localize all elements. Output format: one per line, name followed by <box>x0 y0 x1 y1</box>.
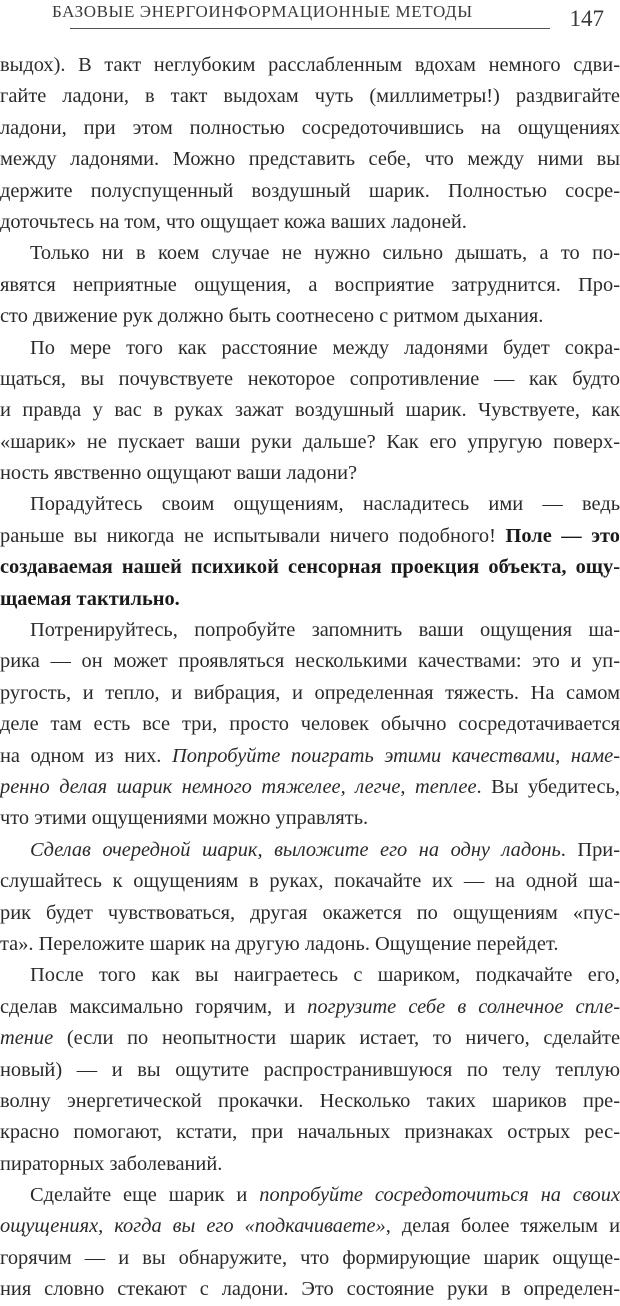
text-line <box>0 803 620 834</box>
text-line <box>0 1023 620 1054</box>
text-span: пираторных заболеваний. <box>0 1153 222 1175</box>
text-line <box>0 395 620 426</box>
text-span: рик будет чувствоваться, другая окажется по ощущениям «пус- <box>0 902 620 924</box>
text-line <box>0 427 620 458</box>
text-span: деле там есть все три, просто человек обычно сосредотачивается <box>0 713 620 735</box>
text-span: и правда у вас в руках зажат воздушный шарик. Чувствуете, как <box>0 399 620 421</box>
text-span: ность явственно ощущают ваши ладони? <box>0 462 357 484</box>
italic-text: Попробуйте поиграть этими качествами, наме- <box>172 745 620 767</box>
bold-text: щаемая тактильно. <box>0 588 180 610</box>
text-line <box>0 176 620 207</box>
text-line <box>0 678 620 709</box>
text-line <box>0 772 620 803</box>
text-line <box>0 1149 620 1180</box>
text-span: та». Переложите шарик на другую ладонь. Ощущение перейдет. <box>0 933 558 955</box>
italic-text: Сделав очередной шарик, выложите его на одну ладонь <box>30 839 561 861</box>
text-line <box>0 333 620 364</box>
text-line <box>0 458 620 489</box>
running-title: БАЗОВЫЕ ЭНЕРГОИНФОРМАЦИОННЫЕ МЕТОДЫ <box>52 2 473 22</box>
body-text <box>0 50 620 1306</box>
text-line <box>0 1117 620 1148</box>
text-span: , делая более тяжелым и <box>386 1215 620 1237</box>
italic-text: ощущениях, когда вы его «подкачиваете» <box>0 1215 386 1237</box>
italic-text: погрузите себе в солнечное спле- <box>307 996 620 1018</box>
text-line <box>0 646 620 677</box>
text-line <box>0 709 620 740</box>
text-line <box>0 898 620 929</box>
text-span: ладони, при этом полностью сосредоточившись на ощущениях <box>0 117 620 139</box>
text-line <box>0 1180 620 1211</box>
text-span: на одном из них. <box>0 745 172 767</box>
text-span: явятся неприятные ощущения, а восприятие затруднится. Про- <box>0 274 620 296</box>
text-line <box>0 81 620 112</box>
bold-text: Поле — это <box>505 525 620 547</box>
text-span: горячим — и вы обнаружите, что формирующие шарик ощуще- <box>0 1247 620 1269</box>
text-line <box>0 207 620 238</box>
text-span: . При- <box>561 839 620 861</box>
text-line <box>0 113 620 144</box>
text-line <box>0 270 620 301</box>
text-span: сделав максимально горячим, и <box>0 996 307 1018</box>
text-span: По мере того как расстояние между ладонями будет сокра- <box>30 337 620 359</box>
text-span: доточьтесь на том, что ощущает кожа ваших ладоней. <box>0 211 467 233</box>
text-line <box>0 489 620 520</box>
text-span: Потренируйтесь, попробуйте запомнить ваши ощущения ша- <box>30 619 620 641</box>
text-line <box>0 50 620 81</box>
text-span: ругость, и тепло, и вибрация, и определенная тяжесть. На самом <box>0 682 620 704</box>
text-span: ния словно стекают с ладони. Это состояние руки в определен- <box>0 1278 620 1300</box>
italic-text: попробуйте сосредоточиться на своих <box>259 1184 620 1206</box>
text-span: между ладонями. Можно представить себе, что между ними вы <box>0 148 620 170</box>
bold-text: создаваемая нашей психикой сенсорная проекция объекта, ощу- <box>0 556 620 578</box>
text-line <box>0 960 620 991</box>
text-line <box>0 1243 620 1274</box>
text-span: раньше вы никогда не испытывали ничего подобного! <box>0 525 505 547</box>
text-span: (если по неопытности шарик истает, то ничего, сделайте <box>53 1027 620 1049</box>
text-span: новый) — и вы ощутите распространившуюся по телу теплую <box>0 1059 620 1081</box>
running-head <box>0 0 620 44</box>
text-line <box>0 992 620 1023</box>
text-span: гайте ладони, в такт выдохам чуть (миллиметры!) раздвигайте <box>0 85 620 107</box>
text-span: Порадуйтесь своим ощущениям, насладитесь ими — ведь <box>30 493 620 515</box>
text-span: После того как вы наиграетесь с шариком, подкачайте его, <box>30 964 620 986</box>
text-line <box>0 835 620 866</box>
text-line <box>0 301 620 332</box>
text-line <box>0 1211 620 1242</box>
text-span: Только ни в коем случае не нужно сильно дышать, а то по- <box>30 242 620 264</box>
text-span: сто движение рук должно быть соотнесено с ритмом дыхания. <box>0 305 543 327</box>
text-span: «шарик» не пускает ваши руки дальше? Как его упругую поверх- <box>0 431 620 453</box>
text-span: держите полуспущенный воздушный шарик. Полностью сосре- <box>0 180 620 202</box>
text-line <box>0 144 620 175</box>
text-span: выдох). В такт неглубоким расслабленным вдохам немного сдви- <box>0 54 620 76</box>
text-line <box>0 929 620 960</box>
text-line <box>0 364 620 395</box>
text-line <box>0 521 620 552</box>
text-line <box>0 615 620 646</box>
text-line <box>0 584 620 615</box>
page-number: 147 <box>570 6 605 32</box>
text-span: рика — он может проявляться несколькими качествами: это и уп- <box>0 650 620 672</box>
text-span: Сделайте еще шарик и <box>30 1184 259 1206</box>
text-span: . Вы убедитесь, <box>477 776 620 798</box>
text-line <box>0 1055 620 1086</box>
italic-text: ренно делая шарик немного тяжелее, легче, теплее <box>0 776 477 798</box>
text-span: волну энергетической прокачки. Несколько таких шариков пре- <box>0 1090 620 1112</box>
text-line <box>0 866 620 897</box>
text-span: красно помогают, кстати, при начальных признаках острых рес- <box>0 1121 620 1143</box>
text-line <box>0 552 620 583</box>
text-span: что этими ощущениями можно управлять. <box>0 807 368 829</box>
text-line <box>0 1086 620 1117</box>
text-span: щаться, вы почувствуете некоторое сопротивление — как будто <box>0 368 620 390</box>
text-span: слушайтесь к ощущениям в руках, покачайте их — на одной ша- <box>0 870 620 892</box>
header-rule <box>70 28 550 29</box>
italic-text: тение <box>0 1027 53 1049</box>
text-line <box>0 1274 620 1305</box>
text-line <box>0 741 620 772</box>
text-line <box>0 238 620 269</box>
